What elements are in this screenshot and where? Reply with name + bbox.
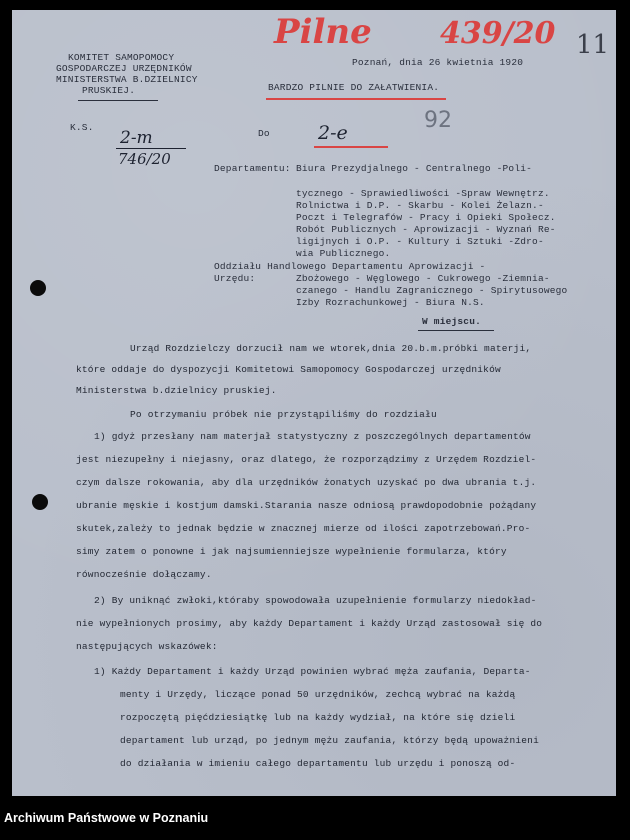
org-line-2: GOSPODARCZEJ URZĘDNIKÓW — [56, 63, 192, 74]
body-line: czym dalsze rokowania, aby dla urzędników żonatych uzyskać po dwa ubrania t.j. — [76, 477, 537, 488]
urgent-handwriting: Pilne — [274, 12, 372, 52]
body-line: 1) Każdy Departament i każdy Urząd powinien wybrać męża zaufania, Departa- — [94, 666, 531, 677]
ks-mark: K.S. — [70, 122, 94, 133]
body-line: równocześnie dołączamy. — [76, 569, 212, 580]
document-page — [12, 10, 616, 796]
body-line: skutek,zależy to jednak będzie w znacznej mierze od ilości zapotrzebowań.Pro- — [76, 523, 531, 534]
org-underline — [78, 100, 158, 101]
ref-right-underline — [314, 146, 388, 148]
ref-left-divider — [116, 148, 186, 149]
do-label: Do — [258, 128, 270, 139]
body-line: Ministerstwa b.dzielnicy pruskiej. — [76, 385, 277, 396]
body-line: które oddaje do dyspozycji Komitetowi Samopomocy Gospodarczej urzędników — [76, 364, 501, 375]
ref-left-line-1: 2-m — [120, 128, 153, 148]
place-date: Poznań, dnia 26 kwietnia 1920 — [352, 57, 524, 68]
body-line: 1) gdyż przesłany nam materjał statystyczny z poszczególnych departamentów — [94, 431, 531, 442]
body-line: menty i Urzędy, liczące ponad 50 urzędników, zechcą wybrać na każdą — [120, 689, 516, 700]
department-label: Departamentu: — [214, 163, 291, 174]
office-label: Urzędu: — [214, 273, 256, 284]
body-line: 2) By uniknąć zwłoki,któraby spowodowała uzupełnienie formularzy niedokład- — [94, 595, 537, 606]
punch-hole-middle — [32, 494, 48, 510]
sheet-number: 11 — [576, 30, 610, 60]
department-line: ligijnych i O.P. - Kultury i Sztuki -Zdro- — [296, 236, 544, 247]
archive-footer — [0, 796, 630, 840]
body-line: Urząd Rozdzielczy dorzucił nam we wtorek,dnia 20.b.m.próbki materji, — [130, 343, 532, 354]
body-line: jest niezupełny i niejasny, oraz dlatego, że rozporządzimy z Urzędem Rozdziel- — [76, 454, 537, 465]
office-line: czanego - Handlu Zagranicznego - Spirytusowego — [296, 285, 568, 296]
punch-hole-top — [30, 280, 46, 296]
archive-name: Archiwum Państwowe w Poznaniu — [4, 811, 209, 825]
org-line-4: PRUSKIEJ. — [82, 85, 136, 96]
body-line: ubranie męskie i kostjum damski.Starania nasze odniosą prawdopodobnie pożądany — [76, 500, 537, 511]
department-line: Biura Prezydjalnego - Centralnego -Poli- — [296, 163, 533, 174]
department-line: Robót Publicznych - Aprowizacji - Wyznań Re- — [296, 224, 556, 235]
body-line: następujących wskazówek: — [76, 641, 218, 652]
body-line: simy zatem o ponowne i jak najsumienniejsze wypełnienie formularza, który — [76, 546, 507, 557]
pencil-mark: 92 — [424, 108, 452, 133]
office-line: Zbożowego - Węglowego - Cukrowego -Ziemnia- — [296, 273, 550, 284]
ref-right: 2-e — [318, 122, 348, 144]
division-label: Oddziału Handlowego Departamentu Aprowizacji - — [214, 261, 486, 272]
body-line: do działania w imieniu całego departamentu lub urzędu i ponoszą od- — [120, 758, 516, 769]
urgent-label: BARDZO PILNIE DO ZAŁATWIENIA. — [268, 82, 440, 93]
location-line: W miejscu. — [422, 316, 482, 327]
org-line-3: MINISTERSTWA B.DZIELNICY — [56, 74, 198, 85]
department-line: wia Publicznego. — [296, 248, 391, 259]
urgent-label-underline — [266, 98, 446, 100]
department-line: Poczt i Telegrafów - Pracy i Opieki Społecz. — [296, 212, 556, 223]
body-line: departament lub urząd, po jednym mężu zaufania, którzy będą upoważnieni — [120, 735, 539, 746]
department-line: tycznego - Sprawiedliwości -Spraw Wewnętrz. — [296, 188, 550, 199]
location-underline — [418, 330, 494, 331]
department-line: Rolnictwa i D.P. - Skarbu - Kolei Żelazn.- — [296, 200, 544, 211]
case-number-handwriting: 439/20 — [440, 16, 556, 51]
ref-left-line-2: 746/20 — [118, 150, 171, 168]
office-line: Izby Rozrachunkowej - Biura N.S. — [296, 297, 485, 308]
body-line: rozpoczętą pięćdziesiątkę lub na każdy wydział, na które się dzieli — [120, 712, 516, 723]
body-line: Po otrzymaniu próbek nie przystąpiliśmy do rozdziału — [130, 409, 437, 420]
body-line: nie wypełnionych prosimy, aby każdy Departament i każdy Urząd zastosował się do — [76, 618, 543, 629]
org-line-1: KOMITET SAMOPOMOCY — [68, 52, 175, 63]
